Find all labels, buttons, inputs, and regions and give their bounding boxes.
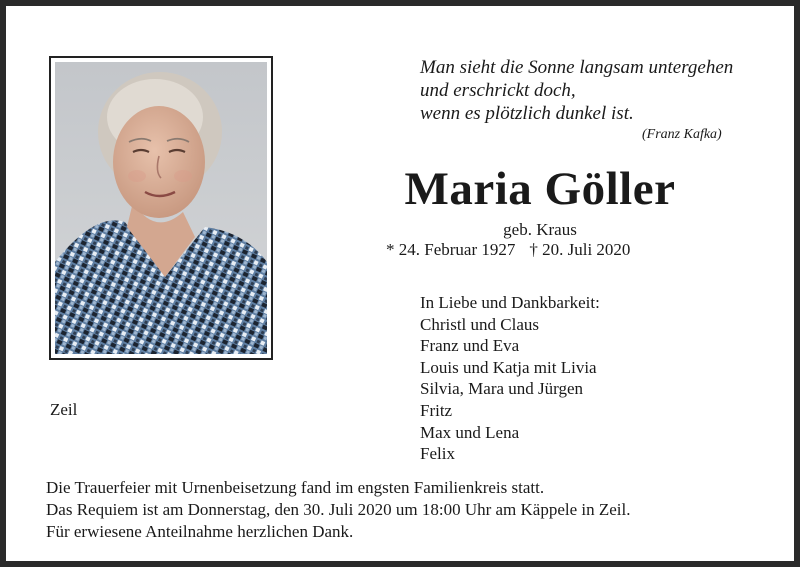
- portrait-photo: [55, 62, 267, 354]
- mourner-entry: Max und Lena: [420, 422, 520, 442]
- notice-line: Für erwiesene Anteilnahme herzlichen Dank.: [46, 522, 354, 541]
- quote-line: und erschrickt doch,: [420, 80, 576, 101]
- mourner-entry: Felix: [420, 444, 455, 464]
- quote-line: wenn es plötzlich dunkel ist.: [420, 103, 634, 124]
- life-dates: [386, 240, 630, 260]
- quote: [420, 56, 733, 125]
- funeral-notice: [46, 477, 631, 543]
- mourner-entry: Christl und Claus: [420, 314, 540, 334]
- maiden-name: geb. Kraus: [503, 220, 577, 239]
- quote-line: Man sieht die Sonne langsam untergehen: [420, 57, 734, 78]
- mourners-list: [420, 292, 600, 465]
- notice-line: Die Trauerfeier mit Urnenbeisetzung fand im engsten Familienkreis statt.: [46, 478, 545, 497]
- mourners-intro: In Liebe und Dankbarkeit:: [420, 293, 600, 312]
- mourner-entry: Franz und Eva: [420, 336, 520, 356]
- birth-date: * 24. Februar 1927: [386, 240, 516, 259]
- mourner-entry: Fritz: [420, 400, 453, 420]
- deceased-name: Maria Göller: [404, 163, 676, 215]
- portrait-photo-frame: [49, 56, 273, 360]
- quote-author: (Franz Kafka): [642, 127, 722, 142]
- place-name: Zeil: [50, 400, 78, 419]
- death-date: † 20. Juli 2020: [529, 240, 631, 259]
- mourner-entry: Silvia, Mara und Jürgen: [420, 379, 584, 399]
- mourner-entry: Louis und Katja mit Livia: [420, 357, 597, 377]
- notice-line: Das Requiem ist am Donnerstag, den 30. Juli 2020 um 18:00 Uhr am Käppele in Zeil.: [46, 500, 631, 519]
